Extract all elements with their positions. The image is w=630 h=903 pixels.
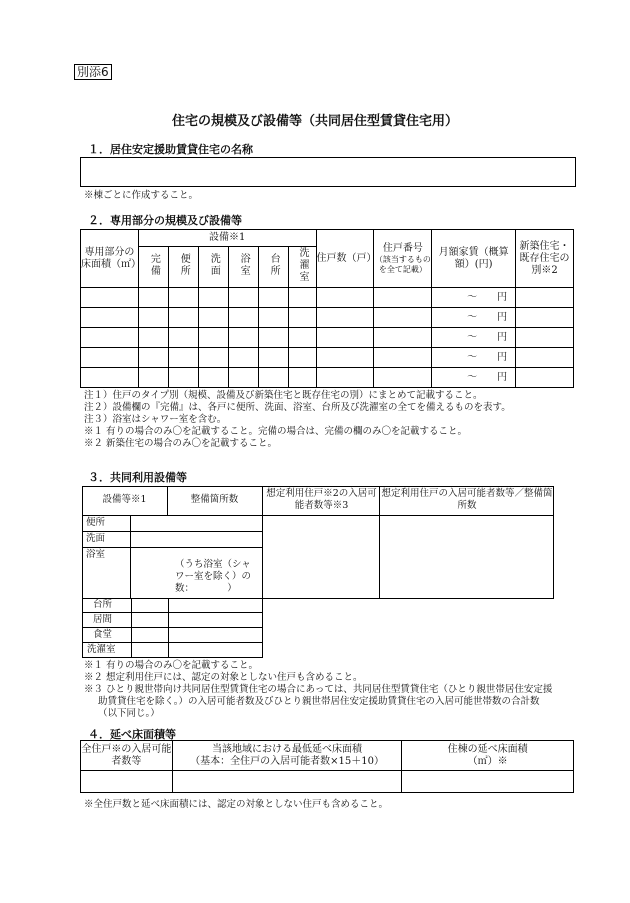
note-line: 注１）住戸のタイプ別（規模、設備及び新築住宅と既存住宅の別）にまとめて記載すること。 — [84, 390, 483, 401]
sub-washroom: 洗面 — [198, 247, 228, 288]
rent-cell[interactable]: ～ 円 — [432, 368, 516, 388]
note-line: ※１ 有りの場合のみ〇を記載すること。 — [84, 660, 259, 671]
note-line: （以下同じ。） — [98, 708, 160, 719]
col-area-header: 専用部分の床面積（㎡） — [81, 230, 139, 288]
col-ratio-header: 想定利用住戸の入居可能者数等／整備箇所数 — [381, 488, 553, 511]
note-line: ※１ 有りの場合のみ〇を記載すること。完備の場合は、完備の欄のみ〇を記載すること。 — [84, 426, 468, 437]
rent-cell[interactable]: ～ 円 — [432, 288, 516, 308]
total-area-input[interactable] — [402, 771, 574, 793]
shared-row-label: 洗濯室 — [87, 644, 116, 655]
shared-row-label: 便所 — [86, 517, 106, 528]
section1-heading: １．居住安定援助賃貸住宅の名称 — [88, 143, 253, 156]
col-capacity-header: 全住戸※の入居可能者数等 — [81, 741, 173, 771]
note-line: 助賃貸住宅を除く。）の入居可能者数及びひとり親世帯居住安定援助賃貸住宅の入居可能世帯数の合計数 — [98, 696, 540, 707]
sub-toilet: 便所 — [168, 247, 198, 288]
shared-row-label: 食堂 — [93, 629, 113, 640]
rent-cell[interactable]: ～ 円 — [432, 328, 516, 348]
note-line: 注２）設備欄の『完備』は、各戸に便所、洗面、浴室、台所及び洗濯室の全てを備えるものを表す。 — [84, 402, 511, 413]
table-row — [81, 368, 574, 388]
page-title: 住宅の規模及び設備等（共同居住型賃貸住宅用） — [171, 114, 458, 129]
min-area-input[interactable] — [172, 771, 402, 793]
capacity-input[interactable] — [81, 771, 173, 793]
col-unit-no-header: 住戸番号 （該当するものを全て記載） — [374, 230, 432, 288]
col-total-header: 住棟の延べ床面積 （㎡）※ — [402, 741, 574, 771]
table-row — [81, 288, 574, 308]
section4-heading: ４．延べ床面積等 — [88, 728, 176, 741]
attachment-label: 別添6 — [74, 64, 112, 80]
note-line: 注３）浴室はシャワー室を含む。 — [84, 414, 227, 425]
rent-cell[interactable]: ～ 円 — [432, 308, 516, 328]
section2-notes — [84, 390, 511, 450]
section1-note: ※棟ごとに作成すること。 — [84, 190, 199, 201]
sub-kitchen: 台所 — [258, 247, 288, 288]
name-input-box[interactable] — [80, 157, 576, 187]
col-equipment-header: 設備※1 — [138, 230, 316, 247]
shared-row-label: 洗面 — [86, 533, 106, 544]
col-capacity-header: 想定利用住戸※2の入居可能者数等※3 — [266, 488, 377, 511]
private-area-table — [80, 229, 574, 388]
note-line: ※３ ひとり親世帯向け共同居住型賃貸住宅の場合にあっては、共同居住型賃貸住宅（ひとり親世帯居住安定援 — [84, 684, 553, 695]
sub-laundry: 洗濯室 — [288, 247, 316, 288]
col-new-header: 新築住宅・既存住宅の別※2 — [516, 230, 574, 288]
table-row — [81, 308, 574, 328]
table-row — [81, 328, 574, 348]
shared-lower-rows — [82, 598, 263, 658]
section3-heading: ３．共同利用設備等 — [88, 471, 187, 484]
table-row — [81, 348, 574, 368]
note-line: ※２ 新築住宅の場合のみ〇を記載すること。 — [84, 438, 278, 449]
sub-complete: 完備 — [138, 247, 168, 288]
col-rent-header: 月額家賃（概算額）(円) — [432, 230, 516, 288]
col-count-header: 整備箇所数 — [190, 494, 239, 505]
bath-count-note: （うち浴室（シャワー室を除く）の数： ） — [175, 559, 252, 594]
col-units-header: 住戸数（戸） — [316, 230, 374, 288]
shared-row-label: 台所 — [93, 599, 113, 610]
shared-equipment-table — [82, 486, 554, 599]
col-equipment-header: 設備等※1 — [102, 494, 147, 505]
section3-notes — [84, 660, 604, 720]
note-line: ※２ 想定利用住戸には、認定の対象としない住戸も含めること。 — [84, 672, 363, 683]
section2-heading: ２．専用部分の規模及び設備等 — [88, 214, 242, 227]
col-min-area-header: 当該地域における最低延べ床面積 （基本：全住戸の入居可能者数×15＋10） — [172, 741, 402, 771]
shared-row-label: 居間 — [93, 614, 113, 625]
floor-area-table — [80, 740, 574, 793]
rent-cell[interactable]: ～ 円 — [432, 348, 516, 368]
section4-note: ※全住戸数と延べ床面積には、認定の対象としない住戸も含めること。 — [84, 799, 389, 810]
shared-row-label: 浴室 — [86, 549, 106, 560]
sub-bath: 浴室 — [228, 247, 258, 288]
